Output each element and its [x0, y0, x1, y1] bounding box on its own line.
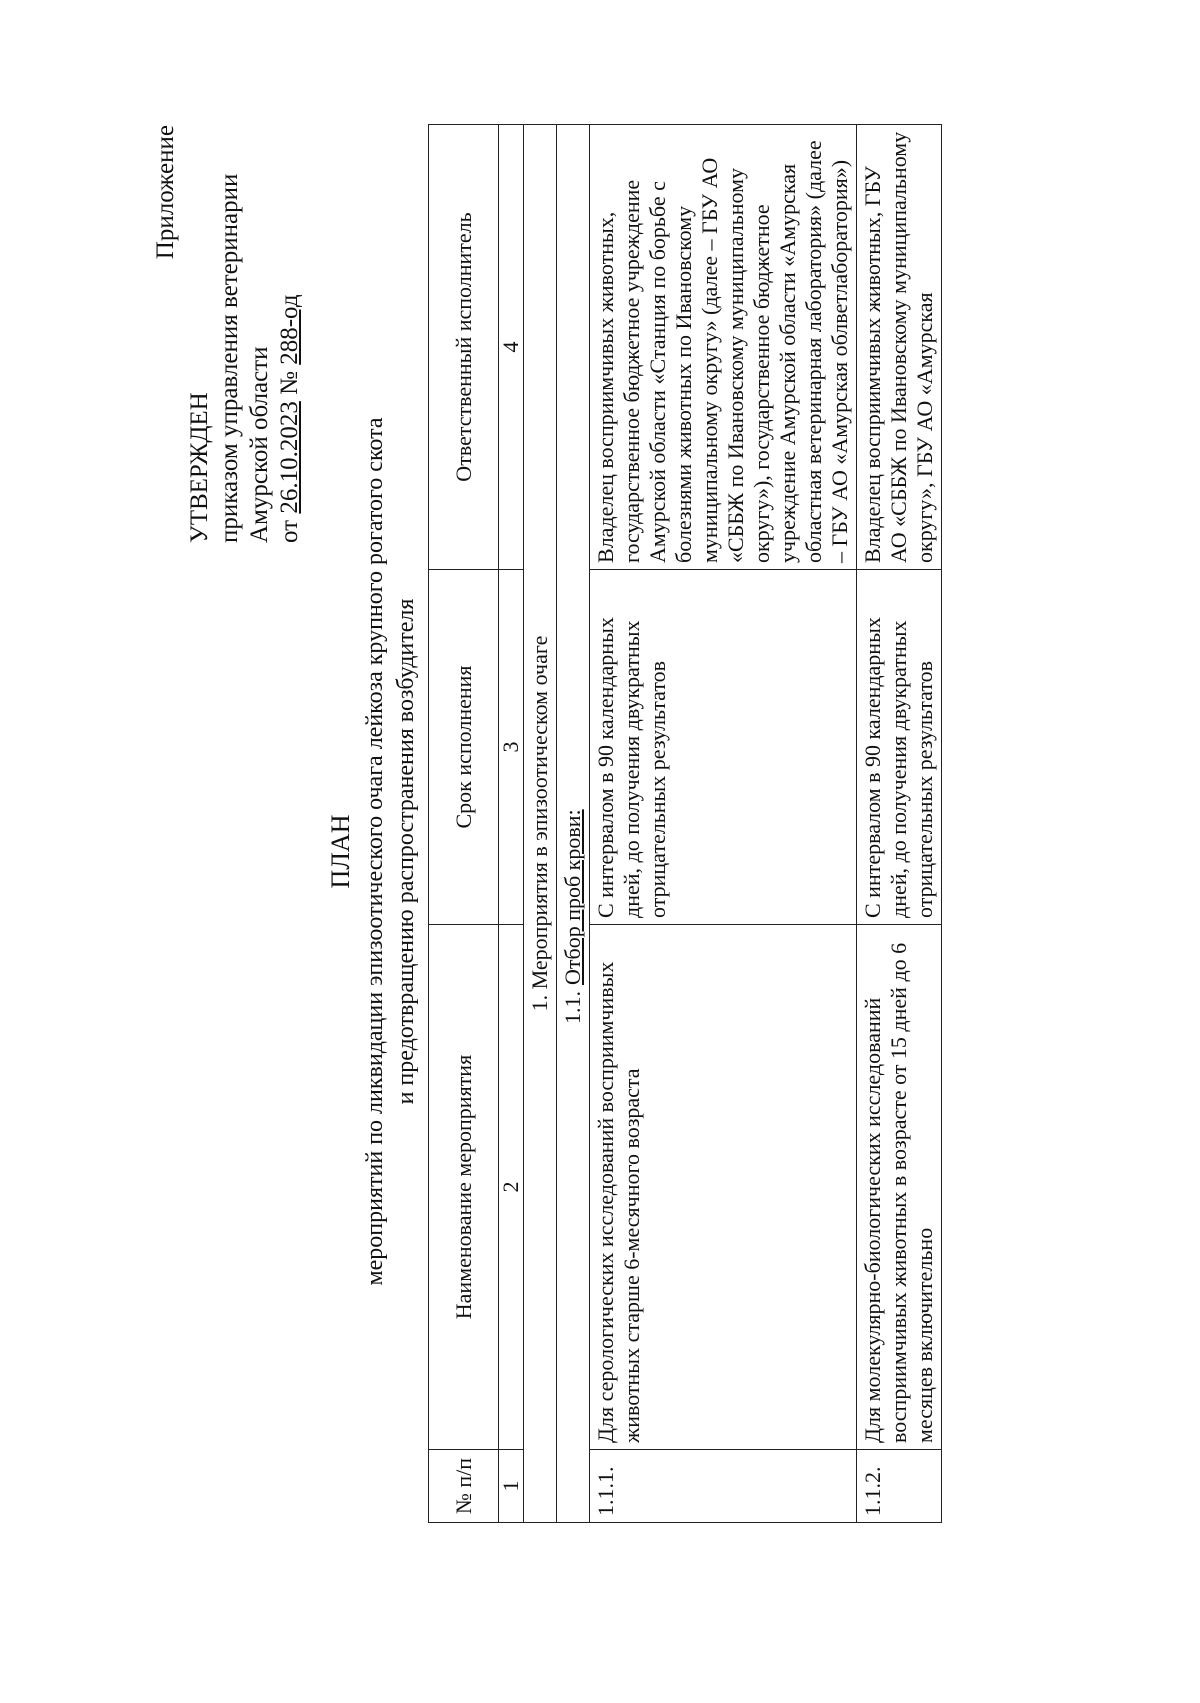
table-header-row [429, 125, 499, 1523]
approval-block [185, 174, 305, 543]
subsection-row [557, 125, 590, 1523]
row-term: С интервалом в 90 календарных дней, до получения двукратных отрицательных результатов [857, 570, 942, 925]
table-row [857, 125, 942, 1523]
row-executor: Владелец восприимчивых животных, ГБУ АО «СББЖ по Ивановскому муниципальному округу», ГБУ АО «Амурская [857, 125, 942, 570]
plan-table [428, 124, 942, 1523]
row-term: С интервалом в 90 календарных дней, до получения двукратных отрицательных результатов [590, 570, 857, 925]
table-row [590, 125, 857, 1523]
order-line-2: Амурской области [246, 346, 273, 543]
row-name: Для молекулярно-биологических исследований восприимчивых животных в возрасте от 15 дней до 6 месяцев включительно [857, 925, 942, 1450]
column-number-1: 1 [499, 1450, 524, 1523]
header-executor: Ответственный исполнитель [429, 125, 499, 570]
subsection-cell [557, 125, 590, 1523]
column-number-2: 2 [499, 925, 524, 1450]
order-date-line [275, 174, 305, 543]
column-number-4: 4 [499, 125, 524, 570]
row-num: 1.1.2. [857, 1450, 942, 1523]
appendix-label: Приложение [152, 125, 179, 260]
approved-label: УТВЕРЖДЕН [186, 392, 213, 543]
order-number: 288-од [276, 294, 303, 365]
plan-subtitle-line-1: мероприятий по ликвидации эпизоотического очага лейкоза крупного рогатого скота [362, 417, 388, 1286]
order-date: 26.10.2023 [276, 401, 303, 514]
column-number-3: 3 [499, 570, 524, 925]
row-executor: Владелец восприимчивых животных, государственное бюджетное учреждение Амурской области «Станция по борьбе с болезнями животных по Ивановскому муниципальному округу» (далее – ГБУ АО «СББЖ по Ивановскому муниципальному округу»), государственное бюджетное учреждение Амурской области «Амурская областная ветеринарная лаборатория» (далее – ГБУ АО «Амурская облветлаборатория») [590, 125, 857, 570]
section-row [524, 125, 557, 1523]
section-title: 1. Мероприятия в эпизоотическом очаге [524, 125, 557, 1523]
subsection-title: Отбор проб крови: [560, 809, 585, 985]
plan-subtitle-line-2: и предотвращению распространения возбудителя [393, 598, 419, 1105]
subsection-code: 1.1. [560, 991, 585, 1024]
header-name: Наименование мероприятия [429, 925, 499, 1450]
column-numbers-row [499, 125, 524, 1523]
header-term: Срок исполнения [429, 570, 499, 925]
order-line-1: приказом управления ветеринарии [216, 173, 243, 543]
row-num: 1.1.1. [590, 1450, 857, 1523]
plan-subtitle [360, 0, 422, 1703]
header-num: № п/п [429, 1450, 499, 1523]
order-no-sign: № [276, 364, 303, 402]
plan-heading: ПЛАН [326, 814, 355, 889]
order-prefix: от [276, 513, 303, 543]
row-name: Для серологических исследований восприимчивых животных старше 6-месячного возраста [590, 925, 857, 1450]
